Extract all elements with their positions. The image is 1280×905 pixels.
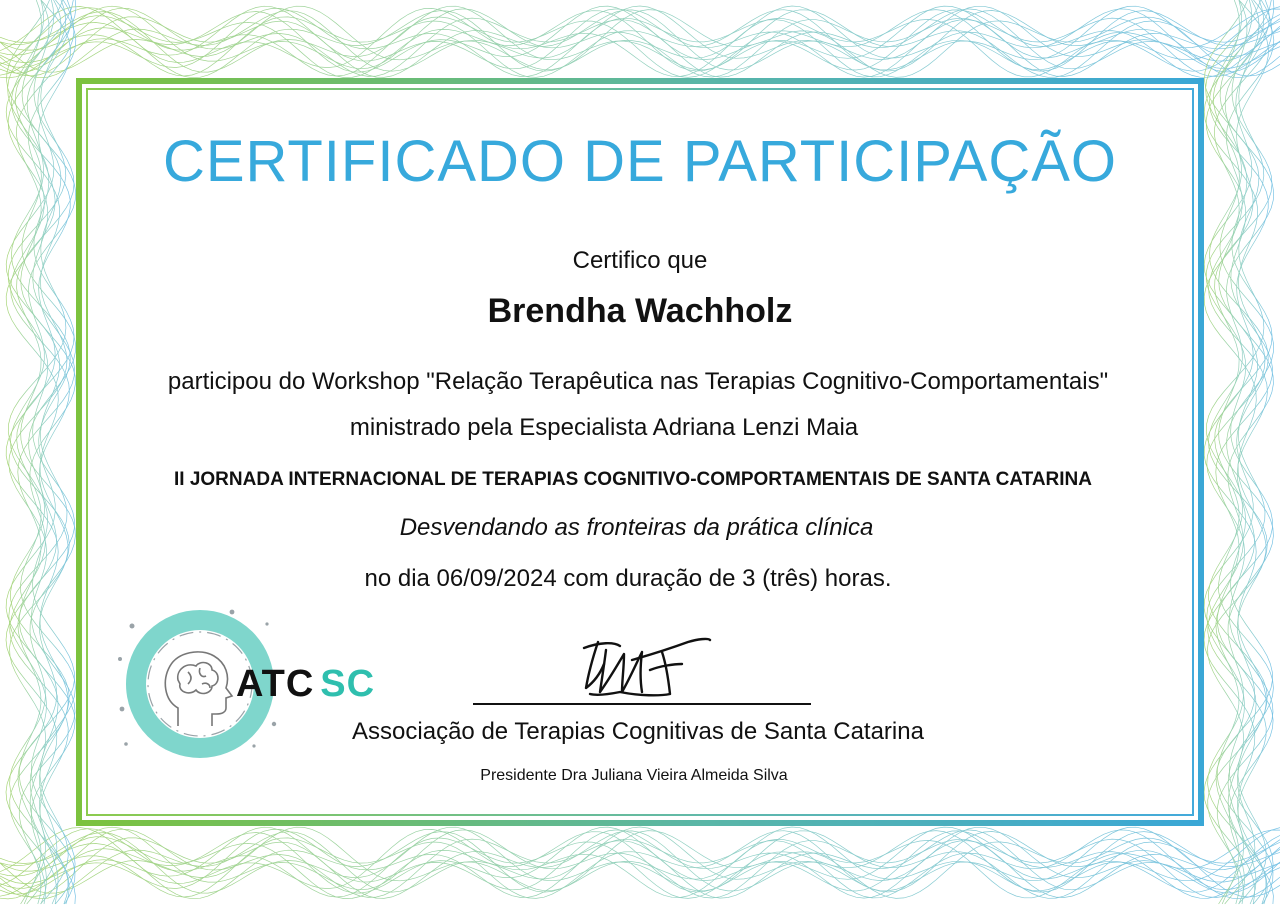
logo-text-sc: SC bbox=[320, 663, 376, 705]
logo-wordmark bbox=[236, 663, 375, 706]
event-name: II JORNADA INTERNACIONAL DE TERAPIAS COGNITIVO-COMPORTAMENTAIS DE SANTA CATARINA bbox=[174, 469, 1092, 490]
date-duration-text: no dia 06/09/2024 com duração de 3 (três) horas. bbox=[364, 565, 892, 592]
participation-text: participou do Workshop "Relação Terapêutica nas Terapias Cognitivo-Comportamentais" bbox=[167, 368, 1109, 395]
logo-text-atc: ATC bbox=[236, 663, 315, 705]
event-theme: Desvendando as fronteiras da prática clínica bbox=[399, 514, 874, 541]
organization-name: Associação de Terapias Cognitivas de Santa Catarina bbox=[352, 718, 924, 745]
signature-line bbox=[473, 703, 811, 705]
instructor-text: ministrado pela Especialista Adriana Lenzi Maia bbox=[349, 414, 859, 441]
handwritten-signature bbox=[570, 630, 720, 710]
intro-text: Certifico que bbox=[572, 247, 708, 274]
certificate-title: CERTIFICADO DE PARTICIPAÇÃO bbox=[162, 129, 1118, 194]
president-name: Presidente Dra Juliana Vieira Almeida Silva bbox=[480, 767, 788, 784]
participant-name: Brendha Wachholz bbox=[487, 292, 793, 330]
